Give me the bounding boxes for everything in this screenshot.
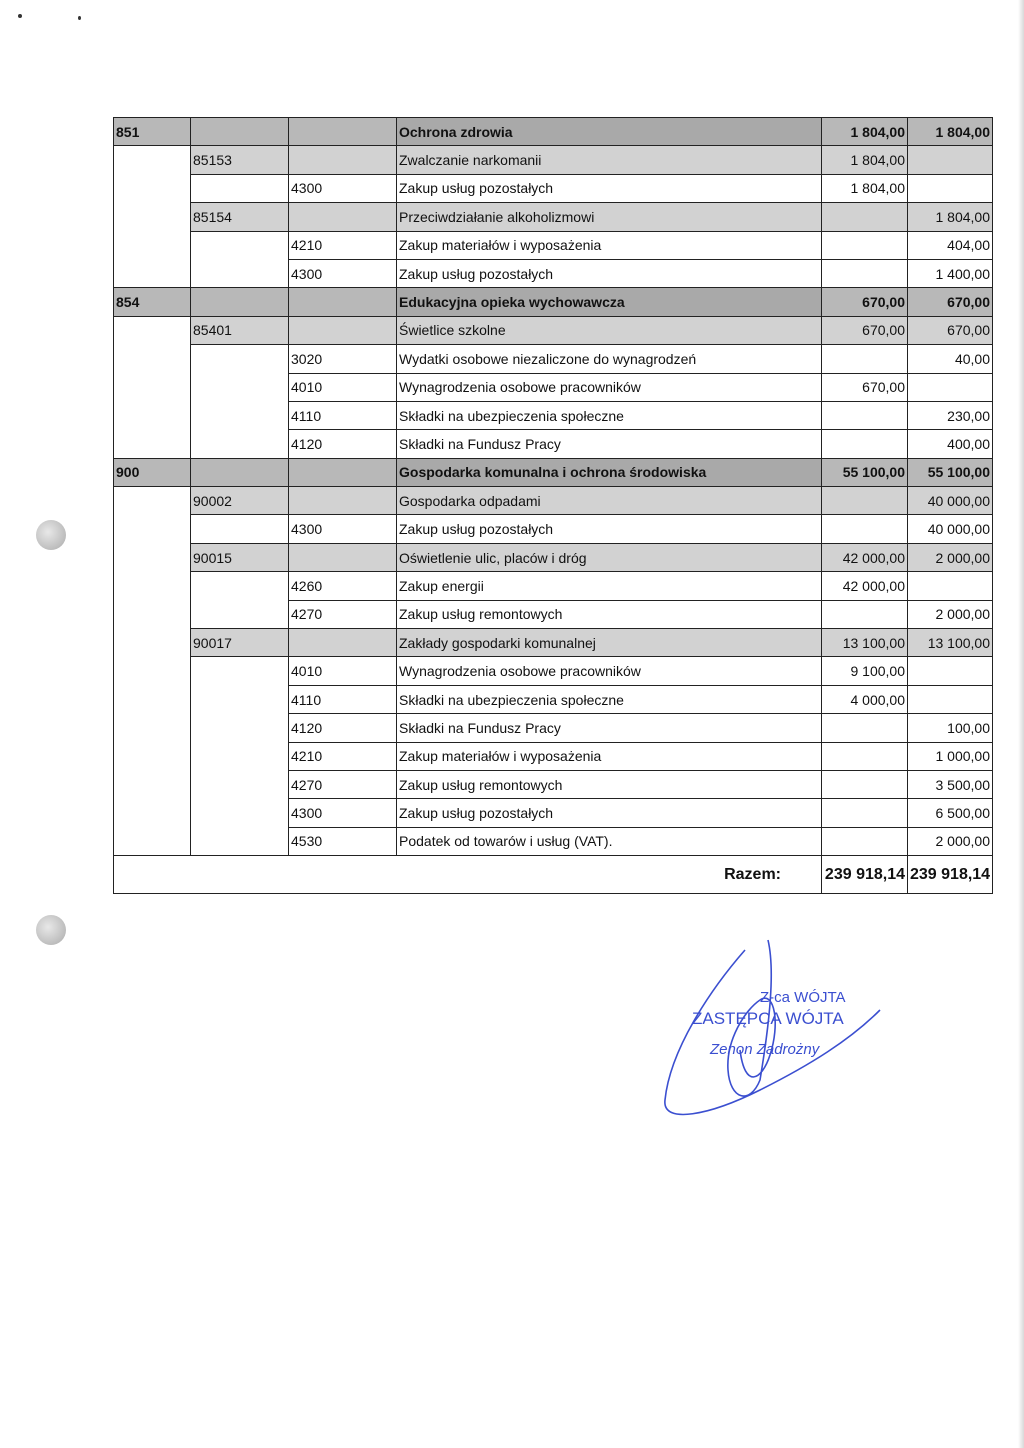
division-cell	[114, 316, 191, 344]
description-cell: Zakup materiałów i wyposażenia	[397, 231, 822, 259]
section-row	[114, 288, 993, 316]
description-cell: Wynagrodzenia osobowe pracowników	[397, 373, 822, 401]
chapter-cell: 90002	[191, 487, 289, 515]
division-cell: 900	[114, 458, 191, 486]
total-label: Razem:	[114, 856, 822, 894]
paragraph-cell: 4270	[289, 600, 397, 628]
description-cell: Podatek od towarów i usług (VAT).	[397, 827, 822, 855]
division-cell	[114, 515, 191, 543]
subsection-row	[114, 316, 993, 344]
chapter-cell: 90017	[191, 629, 289, 657]
item-row	[114, 685, 993, 713]
description-cell: Edukacyjna opieka wychowawcza	[397, 288, 822, 316]
amount-a-cell: 4 000,00	[822, 685, 908, 713]
item-row	[114, 174, 993, 202]
chapter-cell	[191, 174, 289, 202]
description-cell: Wydatki osobowe niezaliczone do wynagrodzeń	[397, 345, 822, 373]
amount-a-cell	[822, 430, 908, 458]
paragraph-cell	[289, 458, 397, 486]
description-cell: Gospodarka odpadami	[397, 487, 822, 515]
chapter-cell	[191, 799, 289, 827]
paragraph-cell: 4110	[289, 685, 397, 713]
amount-a-cell: 55 100,00	[822, 458, 908, 486]
chapter-cell	[191, 458, 289, 486]
division-cell	[114, 827, 191, 855]
amount-a-cell	[822, 742, 908, 770]
amount-a-cell	[822, 515, 908, 543]
amount-b-cell: 2 000,00	[908, 827, 993, 855]
division-cell	[114, 430, 191, 458]
chapter-cell	[191, 742, 289, 770]
stamp-line-3: Zenon Zadrożny	[710, 1041, 820, 1058]
amount-a-cell: 1 804,00	[822, 174, 908, 202]
budget-table	[113, 117, 993, 894]
division-cell	[114, 203, 191, 231]
item-row	[114, 770, 993, 798]
amount-b-cell	[908, 657, 993, 685]
paragraph-cell	[289, 118, 397, 146]
paragraph-cell: 4120	[289, 714, 397, 742]
description-cell: Świetlice szkolne	[397, 316, 822, 344]
amount-a-cell: 42 000,00	[822, 572, 908, 600]
amount-b-cell: 2 000,00	[908, 543, 993, 571]
paragraph-cell: 4300	[289, 515, 397, 543]
chapter-cell	[191, 657, 289, 685]
amount-b-cell: 1 000,00	[908, 742, 993, 770]
division-cell	[114, 685, 191, 713]
description-cell: Wynagrodzenia osobowe pracowników	[397, 657, 822, 685]
paragraph-cell	[289, 288, 397, 316]
total-row	[114, 856, 993, 894]
chapter-cell: 85153	[191, 146, 289, 174]
paragraph-cell: 4110	[289, 401, 397, 429]
paragraph-cell: 4120	[289, 430, 397, 458]
paragraph-cell: 3020	[289, 345, 397, 373]
division-cell	[114, 373, 191, 401]
item-row	[114, 799, 993, 827]
amount-a-cell: 13 100,00	[822, 629, 908, 657]
chapter-cell	[191, 259, 289, 287]
chapter-cell	[191, 231, 289, 259]
amount-b-cell: 3 500,00	[908, 770, 993, 798]
amount-a-cell: 1 804,00	[822, 146, 908, 174]
division-cell	[114, 231, 191, 259]
item-row	[114, 714, 993, 742]
amount-a-cell	[822, 259, 908, 287]
division-cell	[114, 742, 191, 770]
division-cell	[114, 629, 191, 657]
amount-b-cell: 230,00	[908, 401, 993, 429]
item-row	[114, 373, 993, 401]
description-cell: Zakup usług pozostałych	[397, 515, 822, 543]
amount-b-cell: 1 804,00	[908, 118, 993, 146]
amount-a-cell	[822, 203, 908, 231]
description-cell: Zwalczanie narkomanii	[397, 146, 822, 174]
scan-speck	[18, 14, 22, 18]
division-cell	[114, 543, 191, 571]
amount-b-cell: 2 000,00	[908, 600, 993, 628]
description-cell: Składki na Fundusz Pracy	[397, 714, 822, 742]
amount-a-cell: 1 804,00	[822, 118, 908, 146]
total-value-a: 239 918,14	[822, 856, 908, 894]
scan-speck	[78, 16, 81, 20]
description-cell: Zakup usług remontowych	[397, 600, 822, 628]
chapter-cell	[191, 345, 289, 373]
chapter-cell	[191, 714, 289, 742]
item-row	[114, 600, 993, 628]
subsection-row	[114, 487, 993, 515]
subsection-row	[114, 203, 993, 231]
paragraph-cell: 4300	[289, 259, 397, 287]
item-row	[114, 657, 993, 685]
amount-a-cell	[822, 600, 908, 628]
amount-a-cell: 42 000,00	[822, 543, 908, 571]
amount-b-cell: 40 000,00	[908, 487, 993, 515]
amount-a-cell	[822, 714, 908, 742]
paragraph-cell: 4300	[289, 799, 397, 827]
paragraph-cell	[289, 629, 397, 657]
amount-b-cell	[908, 174, 993, 202]
chapter-cell: 85401	[191, 316, 289, 344]
amount-b-cell: 1 400,00	[908, 259, 993, 287]
signature-stamp	[650, 930, 890, 1130]
amount-b-cell: 40,00	[908, 345, 993, 373]
section-row	[114, 458, 993, 486]
amount-b-cell	[908, 146, 993, 174]
division-cell: 851	[114, 118, 191, 146]
amount-a-cell	[822, 345, 908, 373]
paragraph-cell: 4210	[289, 742, 397, 770]
item-row	[114, 231, 993, 259]
total-value-b: 239 918,14	[908, 856, 993, 894]
description-cell: Zakup energii	[397, 572, 822, 600]
amount-b-cell: 670,00	[908, 316, 993, 344]
amount-b-cell: 40 000,00	[908, 515, 993, 543]
amount-b-cell	[908, 685, 993, 713]
description-cell: Składki na Fundusz Pracy	[397, 430, 822, 458]
paragraph-cell: 4270	[289, 770, 397, 798]
amount-b-cell	[908, 572, 993, 600]
amount-b-cell: 55 100,00	[908, 458, 993, 486]
paragraph-cell	[289, 203, 397, 231]
item-row	[114, 401, 993, 429]
paragraph-cell: 4530	[289, 827, 397, 855]
amount-a-cell	[822, 827, 908, 855]
chapter-cell: 85154	[191, 203, 289, 231]
description-cell: Składki na ubezpieczenia społeczne	[397, 685, 822, 713]
division-cell	[114, 799, 191, 827]
division-cell: 854	[114, 288, 191, 316]
description-cell: Oświetlenie ulic, placów i dróg	[397, 543, 822, 571]
description-cell: Zakup usług pozostałych	[397, 259, 822, 287]
division-cell	[114, 657, 191, 685]
paragraph-cell: 4210	[289, 231, 397, 259]
punch-hole-top	[36, 520, 66, 550]
amount-b-cell: 100,00	[908, 714, 993, 742]
division-cell	[114, 714, 191, 742]
amount-a-cell: 670,00	[822, 316, 908, 344]
chapter-cell	[191, 401, 289, 429]
paragraph-cell: 4010	[289, 657, 397, 685]
description-cell: Zakup materiałów i wyposażenia	[397, 742, 822, 770]
chapter-cell	[191, 827, 289, 855]
subsection-row	[114, 629, 993, 657]
chapter-cell	[191, 770, 289, 798]
amount-b-cell: 404,00	[908, 231, 993, 259]
amount-a-cell	[822, 401, 908, 429]
item-row	[114, 430, 993, 458]
description-cell: Zakup usług pozostałych	[397, 799, 822, 827]
chapter-cell	[191, 600, 289, 628]
paragraph-cell	[289, 316, 397, 344]
description-cell: Zakup usług remontowych	[397, 770, 822, 798]
amount-a-cell	[822, 231, 908, 259]
chapter-cell	[191, 373, 289, 401]
item-row	[114, 345, 993, 373]
chapter-cell	[191, 288, 289, 316]
division-cell	[114, 259, 191, 287]
amount-b-cell: 6 500,00	[908, 799, 993, 827]
chapter-cell	[191, 515, 289, 543]
amount-b-cell	[908, 373, 993, 401]
item-row	[114, 259, 993, 287]
division-cell	[114, 600, 191, 628]
amount-a-cell: 670,00	[822, 373, 908, 401]
amount-a-cell: 670,00	[822, 288, 908, 316]
chapter-cell	[191, 430, 289, 458]
description-cell: Przeciwdziałanie alkoholizmowi	[397, 203, 822, 231]
subsection-row	[114, 543, 993, 571]
punch-hole-bottom	[36, 915, 66, 945]
chapter-cell	[191, 685, 289, 713]
subsection-row	[114, 146, 993, 174]
amount-a-cell	[822, 799, 908, 827]
amount-b-cell: 670,00	[908, 288, 993, 316]
division-cell	[114, 174, 191, 202]
chapter-cell	[191, 118, 289, 146]
stamp-line-2: ZASTĘPCA WÓJTA	[692, 1009, 844, 1028]
item-row	[114, 742, 993, 770]
paragraph-cell: 4010	[289, 373, 397, 401]
item-row	[114, 515, 993, 543]
item-row	[114, 572, 993, 600]
division-cell	[114, 345, 191, 373]
description-cell: Zakłady gospodarki komunalnej	[397, 629, 822, 657]
section-row	[114, 118, 993, 146]
division-cell	[114, 146, 191, 174]
description-cell: Gospodarka komunalna i ochrona środowiska	[397, 458, 822, 486]
division-cell	[114, 401, 191, 429]
page-edge-shadow	[1018, 0, 1024, 1448]
amount-b-cell: 13 100,00	[908, 629, 993, 657]
division-cell	[114, 487, 191, 515]
description-cell: Zakup usług pozostałych	[397, 174, 822, 202]
division-cell	[114, 770, 191, 798]
amount-a-cell	[822, 770, 908, 798]
description-cell: Składki na ubezpieczenia społeczne	[397, 401, 822, 429]
paragraph-cell	[289, 146, 397, 174]
paragraph-cell	[289, 543, 397, 571]
paragraph-cell: 4300	[289, 174, 397, 202]
paragraph-cell: 4260	[289, 572, 397, 600]
paragraph-cell	[289, 487, 397, 515]
item-row	[114, 827, 993, 855]
division-cell	[114, 572, 191, 600]
amount-a-cell	[822, 487, 908, 515]
stamp-line-1: Z-ca WÓJTA	[760, 989, 846, 1006]
amount-a-cell: 9 100,00	[822, 657, 908, 685]
chapter-cell: 90015	[191, 543, 289, 571]
budget-table-body	[114, 118, 993, 856]
chapter-cell	[191, 572, 289, 600]
amount-b-cell: 400,00	[908, 430, 993, 458]
amount-b-cell: 1 804,00	[908, 203, 993, 231]
description-cell: Ochrona zdrowia	[397, 118, 822, 146]
